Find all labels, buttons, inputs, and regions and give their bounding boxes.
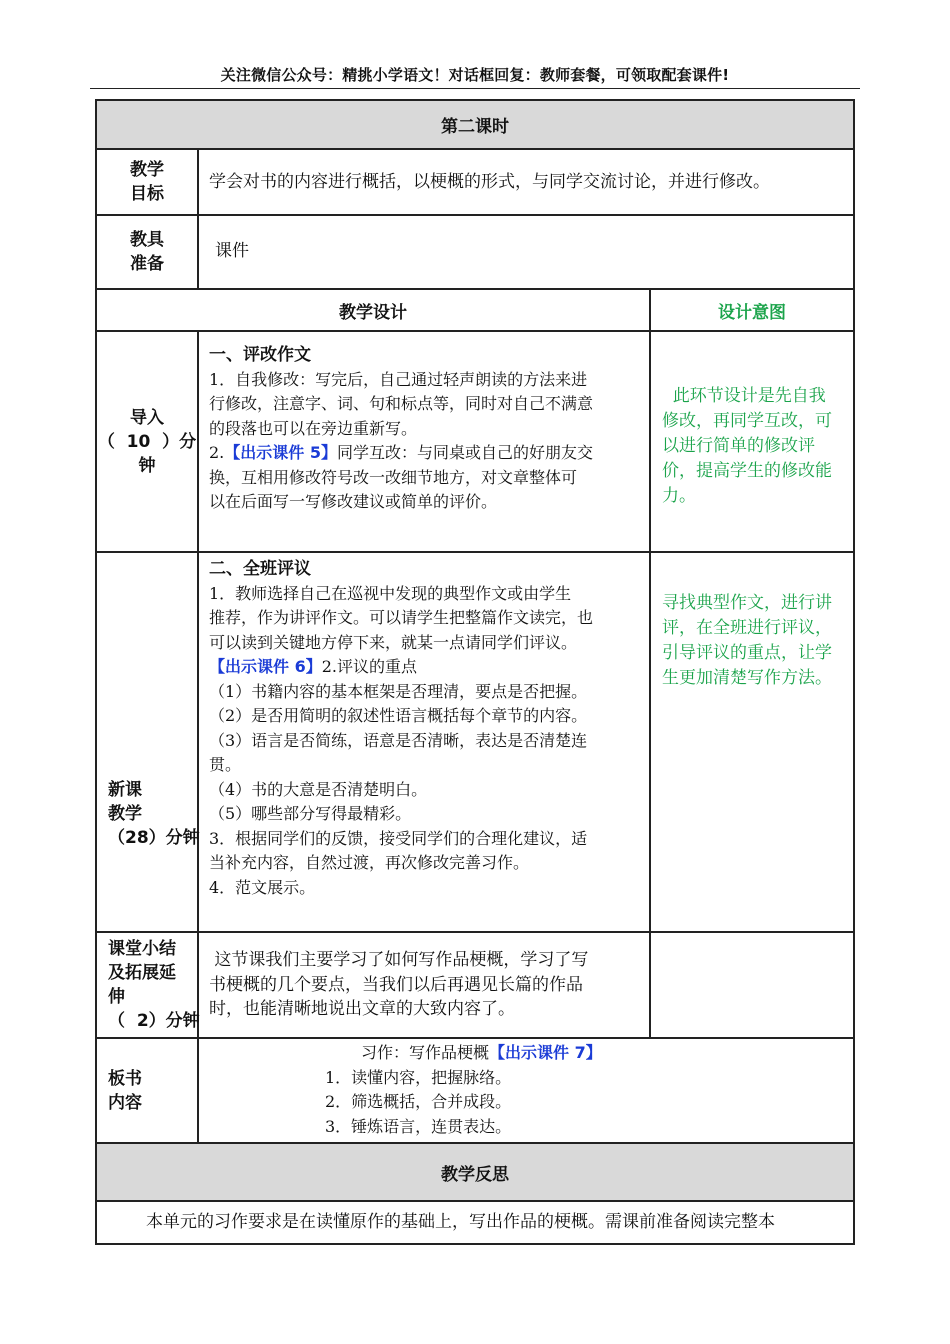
newlesson-line: 4．范文展示。 [209, 877, 316, 897]
newlesson-intent [662, 591, 854, 691]
intro-line4-post: 同学互改：与同桌或自己的好朋友交 [336, 443, 593, 462]
newlesson-line: （3）语言是否简练，语意是否清晰，表达是否清楚连 [209, 730, 588, 750]
intro-content [209, 343, 649, 515]
intro-intent-line: 力。 [662, 486, 696, 506]
summary-line: 这节课我们主要学习了如何写作品梗概，学习了写 [209, 950, 589, 970]
newlesson-line: 1．教师选择自己在巡视中发现的典型作文或由学生 [209, 583, 572, 603]
intro-line-courseware [209, 441, 649, 466]
intro-intent-line: 此环节设计是先自我 [662, 386, 826, 406]
newlesson-intent-line: 评，在全班进行评议， [662, 618, 832, 638]
intro-intent-line: 价，提高学生的修改能 [662, 461, 832, 481]
summary-line: 时，也能清晰地说出文章的大致内容了。 [209, 999, 515, 1019]
intro-line: 换，互相用修改符号改一改细节地方，对文章整体可 [209, 467, 578, 487]
summary-content [209, 948, 649, 1022]
board-content [199, 1041, 649, 1139]
goal-label [97, 150, 197, 214]
board-label [108, 1067, 188, 1115]
newlesson-intent-line: 引导评议的重点，让学 [662, 643, 832, 663]
newlesson-line: 可以读到关键地方停下来，就某一点请同学们评议。 [209, 632, 578, 652]
newlesson-line: 贯。 [209, 755, 242, 774]
newlesson-label-line1: 新课 [108, 780, 142, 800]
courseware-7-tag: 【出示课件 7】 [489, 1043, 602, 1062]
newlesson-label-line2: 教学 [108, 804, 142, 824]
summary-label-line1: 课堂小结 [108, 939, 176, 959]
tools-label [97, 216, 197, 288]
intro-line: 以在后面写一写修改建议或简单的评价。 [209, 492, 498, 511]
goal-label-line2: 目标 [130, 184, 164, 204]
intro-line: 的段落也可以在旁边重新写。 [209, 418, 418, 438]
intro-line: 1．自我修改：写完后，自己通过轻声朗读的方法来进 [209, 369, 588, 389]
summary-line: 书梗概的几个要点，当我们以后再遇见长篇的作品 [209, 974, 583, 995]
reflection-header: 教学反思 [441, 1164, 509, 1185]
newlesson-intent-line: 寻找典型作文，进行讲 [662, 593, 832, 613]
newlesson-intent-line: 生更加清楚写作方法。 [662, 668, 832, 688]
intro-intent-line: 以进行简单的修改评 [662, 436, 815, 456]
tools-label-line1: 教具 [130, 230, 164, 250]
courseware-6-tag: 【出示课件 6】 [209, 657, 322, 676]
intro-intent-line: 修改，再同学互改，可 [662, 411, 832, 431]
goal-text: 学会对书的内容进行概括，以梗概的形式，与同学交流讨论，并进行修改。 [209, 172, 770, 192]
newlesson-heading: 二、全班评议 [209, 559, 311, 579]
board-item: 1．读懂内容，把握脉络。 [325, 1067, 512, 1087]
intro-label [97, 332, 197, 551]
design-header: 教学设计 [339, 302, 407, 323]
intro-label-line3: 钟 [138, 455, 156, 476]
newlesson-line: 当补充内容，自然过渡，再次修改完善习作。 [209, 853, 530, 872]
newlesson-tag-post: 2.评议的重点 [321, 657, 417, 676]
reflection-text: 本单元的习作要求是在读懂原作的基础上，写出作品的梗概。需课前准备阅读完整本 [146, 1212, 775, 1232]
board-title-text: 习作：写作品梗概 [361, 1043, 490, 1062]
intent-header: 设计意图 [718, 302, 786, 323]
header-divider [90, 88, 860, 89]
summary-label-line3: 伸 [108, 987, 125, 1007]
page-header-notice: 关注微信公众号：精挑小学语文！对话框回复：教师套餐，可领取配套课件! [220, 66, 730, 84]
intro-line4-pre: 2. [209, 443, 225, 462]
courseware-5-tag: 【出示课件 5】 [224, 443, 337, 462]
newlesson-line: （2）是否用简明的叙述性语言概括每个章节的内容。 [209, 706, 588, 725]
goal-label-line1: 教学 [130, 160, 164, 180]
board-title [199, 1041, 649, 1066]
summary-label-line4: （ 2）分钟 [108, 1011, 200, 1031]
board-item: 2．筛选概括，合并成段。 [325, 1092, 512, 1111]
tools-text: 课件 [215, 241, 249, 261]
tools-label-line2: 准备 [130, 254, 164, 274]
board-label-line1: 板书 [108, 1069, 142, 1089]
intro-intent [662, 384, 854, 509]
newlesson-label [108, 778, 200, 850]
intro-heading: 一、评改作文 [209, 345, 311, 365]
newlesson-line-courseware [209, 655, 649, 680]
newlesson-line: （5）哪些部分写得最精彩。 [209, 804, 412, 823]
newlesson-content [209, 557, 649, 900]
board-label-line2: 内容 [108, 1093, 142, 1113]
newlesson-label-line3: （28）分钟 [108, 828, 200, 848]
board-item: 3．锤炼语言，连贯表达。 [325, 1116, 512, 1136]
newlesson-line: 推荐，作为讲评作文。可以请学生把整篇作文读完，也 [209, 608, 594, 627]
summary-label-line2: 及拓展延 [108, 963, 176, 983]
summary-label [108, 937, 200, 1033]
intro-label-line1: 导入 [130, 407, 164, 428]
newlesson-line: 3．根据同学们的反馈，接受同学们的合理化建议，适 [209, 828, 588, 848]
lesson-title: 第二课时 [441, 116, 509, 137]
intro-label-line2: （ 10 ）分 [97, 431, 197, 452]
intro-line: 行修改，注意字、词、句和标点等，同时对自己不满意 [209, 394, 594, 413]
newlesson-line: （1）书籍内容的基本框架是否理清，要点是否把握。 [209, 681, 588, 701]
newlesson-line: （4）书的大意是否清楚明白。 [209, 779, 428, 799]
